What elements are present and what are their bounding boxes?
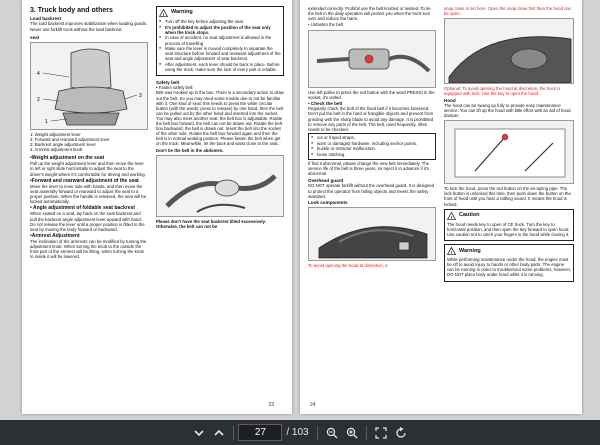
zoom-out-button[interactable] — [322, 423, 342, 443]
zoom-out-icon — [326, 427, 338, 439]
next-page-button[interactable] — [189, 423, 209, 443]
armrest-adjustment-title: •Armrest Adjustment — [30, 232, 80, 239]
safety-belt-emphasis: Don't tie the belt in the abdomen. — [156, 147, 224, 153]
check-belt-list — [308, 133, 436, 160]
warning-triangle-icon — [447, 247, 456, 255]
check-belt-after-text: If find it abnormal, please change the new belt immediately. The service life of the belt is three years, so reject it in advance if it's abnormal. — [308, 160, 430, 176]
fit-page-button[interactable] — [371, 423, 391, 443]
zoom-in-icon — [346, 427, 358, 439]
caution-box — [444, 209, 574, 241]
unfasten-belt-title: • Unfasten the belt — [308, 22, 344, 28]
zoom-in-button[interactable] — [342, 423, 362, 443]
check-belt-title: • Check the belt — [308, 100, 343, 106]
seat-lever-item: 3: Backrest angle adjustment lever — [30, 142, 96, 148]
page-total-label: / 103 — [286, 427, 309, 438]
previous-page-button[interactable] — [209, 423, 229, 443]
fit-page-icon — [375, 427, 387, 439]
seat-illustration-icon — [31, 43, 148, 130]
snap-close-illustration-icon — [445, 19, 574, 84]
seat-lever-item: 2: Forward and rearward adjustment lever — [30, 137, 110, 143]
angle-adjustment-title: • Angle adjustment of foldable seat backrest — [30, 205, 135, 212]
weight-adjustment-title: •Weight adjustment on the seat — [30, 155, 105, 162]
warning-title: Warning — [171, 9, 193, 16]
belt-buckle-illustration-icon — [309, 31, 436, 88]
unfasten-belt-text: Use left pollex to press the red button with the word PRESS) in the socket, it's united. — [308, 89, 435, 100]
chevron-up-icon — [213, 427, 225, 439]
pdf-toolbar — [0, 420, 600, 445]
overhead-guard-text: DO NOT operate forklift without the overhead guard. It is designed to protect the operator from falling objects and meets the safety standard. — [308, 183, 435, 199]
caution-triangle-icon — [447, 212, 456, 220]
warning-triangle-icon — [159, 9, 168, 17]
hood-text: The hood can be swung up fully to provide easy maintenance service. You can lift up the hood with little effort with an aid of hood damper. — [444, 102, 571, 119]
page-number-left: 23 — [268, 402, 274, 408]
svg-text:1: 1 — [45, 119, 48, 125]
hood-spring-illustration-icon — [445, 121, 574, 184]
svg-text:4: 4 — [37, 71, 40, 77]
check-belt-item: ● buckle or retractor malfunction. — [311, 146, 433, 151]
belt-caution-text: Please don't have the seat backrest tilted excessively. Otherwise, the belt can not be — [156, 218, 266, 229]
seat-title: seat — [30, 34, 40, 40]
snap-close-figure — [444, 18, 574, 84]
hood-spring-figure — [444, 120, 574, 184]
overhead-guard-title: Overhead guard — [308, 178, 344, 184]
pdf-page-right — [300, 0, 582, 414]
angle-adjustment-text: When seated on a seat, lay back on the seat backrest and pull the backrest angle adjustment lever upward with hand. Do not release the lever until a proper position is fitted to the seat by moving the body forward or backward. — [30, 211, 145, 232]
snap-close-text: snap close is set here. Open the snap close first then the hood can be open. — [444, 6, 572, 17]
warning-item: ● After adjustment, each lever should be back in place. Before using the truck, make sure the lock of every part is reliable. — [159, 62, 281, 72]
seat-figure — [30, 42, 148, 130]
warning-item: ● It's prohibited to adjust the position of the seat only when the truck stops. — [159, 25, 281, 35]
look-components-title: Look components — [308, 199, 348, 205]
rotate-button[interactable] — [391, 423, 411, 443]
warning-item: ● In case of accident, no seat adjustment is allowed in the process of travelling — [159, 35, 281, 45]
caution-text: The hood needs key to open of CE truck. Turn the key to horizontal position, and then open the key forward to open hood. Use caution not to catch your fingers in the hood while closing it. — [447, 221, 570, 237]
load-backrest-title: Load backrest — [30, 16, 62, 21]
look-warning-text: To avoid opening the hood at discretion, a — [308, 263, 388, 269]
hood-title: Hood — [444, 97, 456, 103]
svg-text:3: 3 — [139, 93, 142, 99]
hood-latch-illustration-icon — [309, 208, 436, 261]
check-belt-item: ● worn or damaged hardware, including anchor points. — [311, 141, 433, 146]
page-number-right: 24 — [310, 402, 316, 408]
hood-figure — [308, 207, 436, 261]
chevron-down-icon — [193, 427, 205, 439]
svg-text:2: 2 — [37, 97, 40, 103]
optional-text: : To avoid opening the hood at discretion, the truck is equipped with lock. Use the key to open the hood. — [444, 86, 561, 97]
warning-list — [159, 19, 281, 72]
forward-adjustment-title: •Forward and rearward adjustment of the seat — [30, 177, 139, 184]
check-belt-item: ● loose stitching. — [311, 152, 433, 157]
load-backrest-text: The load backrest improves stabilization when loading goods. Never use forklift truck without the load backrest. — [30, 21, 148, 32]
forward-adjustment-text: Move the lever to inner side with hands, and then move the seat assembly forward or rearward to adjust the seat to a proper position. When the handle is released, the seat will be locked automatically. — [30, 183, 147, 205]
seat-lever-list — [30, 132, 148, 152]
belt-figure — [156, 155, 284, 217]
check-belt-text: Regularly check the bolt of the fixed belt if it becomes loosened. Don't put the belt in the hard or frangible objects and prevent from grinding with the sharp blade to avoid any damage. It is prohibited to remove any parts of the belt. The belt, used frequently, often needs to be checked. — [308, 106, 434, 132]
pdf-page-left — [22, 0, 292, 414]
toolbar-divider — [317, 426, 318, 440]
toolbar-divider — [233, 426, 234, 440]
warning-box-hood — [444, 244, 574, 282]
page-number-input[interactable] — [238, 424, 282, 441]
safety-belt-title: Safety belt — [156, 79, 180, 85]
belt-continued-text: extended correctly. Prohibit use the belt knotted or twisted. To tie the belt in the daily operation will protect you when the truck turn over and reduce the harm. — [308, 6, 431, 22]
warning-item: ● Turn off the key before adjusting the seat. — [159, 19, 281, 24]
armrest-adjustment-text: The inclination of the armrests can be modified by turning the adjustment knob. When turning the knob to the outside the front part of the armrest will be lifting, when turning the knob to inside it will be lowered. — [30, 238, 147, 260]
svg-text:!: ! — [162, 11, 165, 17]
safety-belt-text: Belt was hooked up in the box. There is a secondary action to draw out the belt. So you may need some trouble due to not be familiar with it. One kind of seat: this needs to press the white circular button (with the words: press to release) by one hand, then the belt can be pulled out by the other hand and inserted into the socket. You may also meet another seat: the belt box is adjustable. Rotate the belt box forward, the belt can not be drawn out. Rotate the belt box backward, the belt is drawn out. Insert the belt into the socket of the other side. Rotate the belt box forward again and then the belt is in normal working position. Please fasten the belt when get on the truck. Meanwhile, let the back and waist close to the seat. — [156, 90, 284, 147]
seat-lever-item: 4: Armrest adjustment knob — [30, 147, 83, 153]
optional-label: Optional — [444, 86, 461, 92]
check-belt-item: ● cut or frayed straps. — [311, 135, 433, 140]
section-heading: 3. Truck body and others — [30, 7, 113, 14]
hood-lock-text: To lock the hood, press the red button on the air-spring pipe. The lock button is unlocked this time, then push down the button on the front of hood until you hear a rattling sound. It means the hood is locked. — [444, 186, 571, 207]
rotate-icon — [395, 427, 407, 439]
svg-text:!: ! — [450, 214, 453, 220]
weight-adjustment-text: Pull up the weight adjustment lever and then move the lever to left or right slide horizontally to adjust the seat to the driver's weight where it's comfortable for driving and working. — [30, 161, 146, 177]
warning-item: ● Make sure the lever is moved completely to separate the seat structure before forward and rearward adjustment of the seat and angle adjustment of seat backrest. — [159, 46, 281, 61]
caution-title: Caution — [459, 212, 480, 219]
warning-hood-title: Warning — [459, 247, 481, 254]
seat-lever-item: 1: Weight adjustment lever — [30, 132, 81, 137]
svg-text:!: ! — [450, 249, 453, 255]
fasten-belt-title: • Fasten safety belt — [156, 85, 193, 91]
unfasten-figure — [308, 30, 436, 88]
warning-box — [156, 6, 284, 76]
toolbar-divider — [366, 426, 367, 440]
belt-fastening-illustration-icon — [157, 156, 284, 217]
warning-hood-text: While performing maintenance under the hood, the engine must be off to avoid injury to hands or other body parts. The engine can be running in order to troubleshoot some problems, however, DO NOT place body under hood while it is running. — [447, 257, 571, 278]
